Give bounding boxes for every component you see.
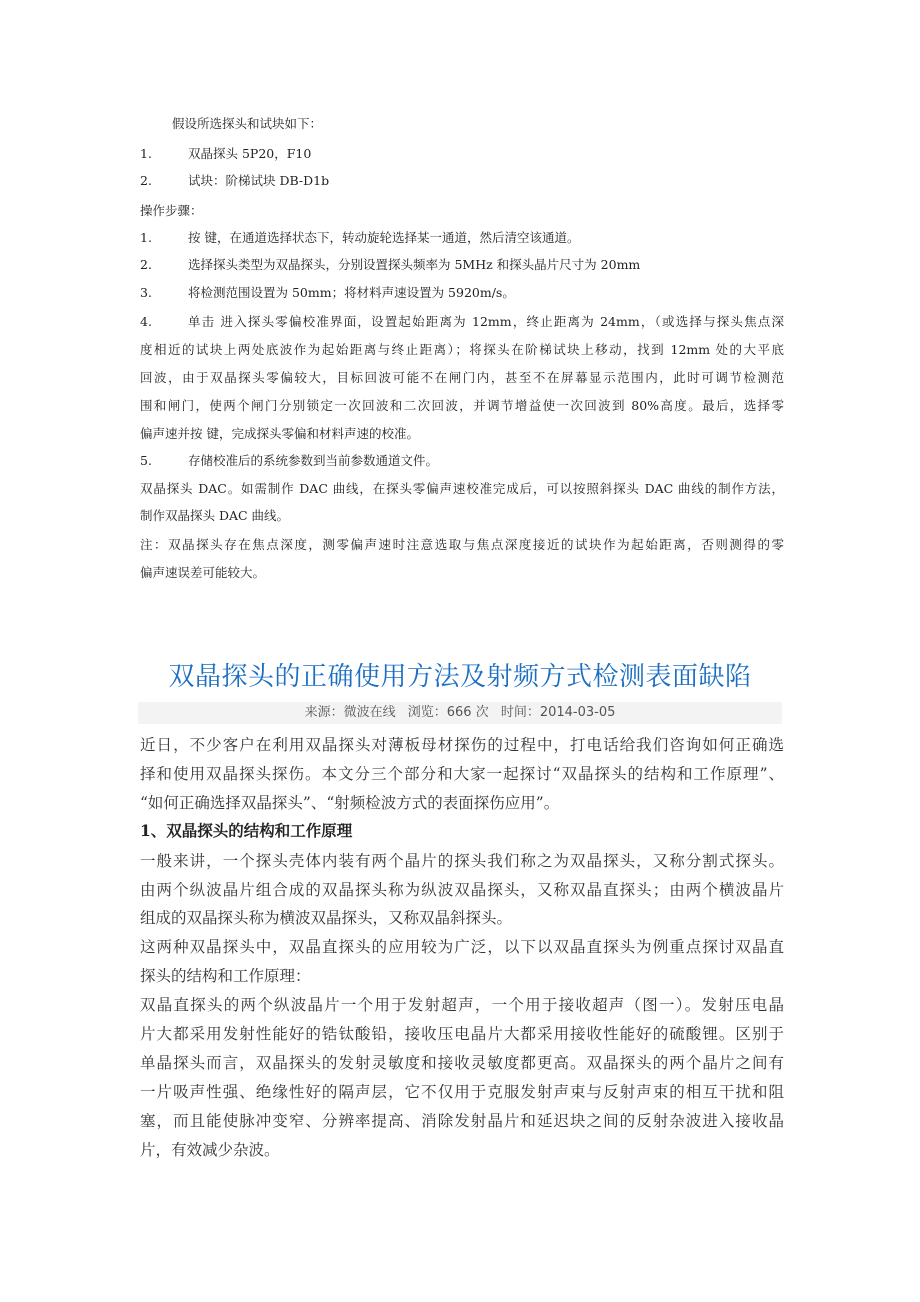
paragraph-line: 一般来讲，一个探头壳体内装有两个晶片的探头我们称之为双晶探头，又称分割式探头。 (140, 852, 784, 870)
meta-views: 浏览：666 次 (407, 705, 489, 720)
intro-text: 假设所选探头和试块如下： (172, 116, 323, 131)
section-heading: 1、双晶探头的结构和工作原理 (140, 821, 353, 840)
note-text: 偏声速误差可能较大。 (140, 565, 266, 580)
step-text: 度相近的试块上两处底波作为起始距离与终止距离）；将探头在阶梯试块上移动，找到 12mm 处的大平底 (140, 342, 784, 357)
step-text: 单击 进入探头零偏校准界面，设置起始距离为 12mm，终止距离为 24mm，（或选择与探头焦点深 (188, 314, 784, 329)
article-meta (138, 702, 782, 724)
step-text: 存储校准后的系统参数到当前参数通道文件。 (188, 453, 439, 468)
paragraph-line: 单晶探头而言，双晶探头的发射灵敏度和接收灵敏度都更高。双晶探头的两个晶片之间有 (140, 1054, 784, 1072)
step-text: 将检测范围设置为 50mm；将材料声速设置为 5920m/s。 (188, 285, 515, 300)
list-item-number: 2. (140, 173, 152, 188)
paragraph-line: 由两个纵波晶片组合成的双晶探头称为纵波双晶探头，又称双晶直探头；由两个横波晶片 (140, 881, 784, 899)
step-number: 4. (140, 314, 152, 329)
step-number: 1. (140, 230, 152, 245)
paragraph-line: 这两种双晶探头中，双晶直探头的应用较为广泛，以下以双晶直探头为例重点探讨双晶直 (140, 938, 784, 956)
step-text: 围和闸门，使两个闸门分别锁定一次回波和二次回波，并调节增益使一次回波到 80%高度。最后，选择零 (140, 398, 784, 413)
step-number: 5. (140, 453, 152, 468)
paragraph-line: 双晶直探头的两个纵波晶片一个用于发射超声，一个用于接收超声（图一）。发射压电晶 (140, 996, 784, 1014)
step-text: 选择探头类型为双晶探头，分别设置探头频率为 5MHz 和探头晶片尺寸为 20mm (188, 257, 641, 272)
list-item-number: 1. (140, 146, 152, 161)
paragraph-line: 组成的双晶探头称为横波双晶探头，又称双晶斜探头。 (140, 909, 513, 927)
paragraph-line: 探头的结构和工作原理： (140, 967, 311, 985)
step-number: 3. (140, 285, 152, 300)
step-text: 回波，由于双晶探头零偏较大，目标回波可能不在闸门内，甚至不在屏幕显示范围内，此时可调节检测范 (140, 370, 784, 385)
paragraph-line: 片大都采用发射性能好的锆钛酸铅，接收压电晶片大都采用接收性能好的硫酸锂。区别于 (140, 1025, 784, 1043)
step-text: 按 键，在通道选择状态下，转动旋轮选择某一通道，然后清空该通道。 (188, 230, 580, 245)
paragraph-line: 片，有效减少杂波。 (140, 1141, 280, 1159)
intro-paragraph-line: 择和使用双晶探头探伤。本文分三个部分和大家一起探讨“双晶探头的结构和工作原理”、 (140, 765, 784, 783)
dac-text: 双晶探头 DAC。如需制作 DAC 曲线，在探头零偏声速校准完成后，可以按照斜探头 DAC 曲线的制作方法， (140, 481, 784, 496)
paragraph-line: 塞，而且能使脉冲变窄、分辨率提高、消除发射晶片和延迟块之间的反射杂波进入接收晶 (140, 1112, 784, 1130)
step-text: 偏声速并按 键，完成探头零偏和材料声速的校准。 (140, 426, 419, 441)
meta-source: 来源：微波在线 (304, 705, 396, 720)
intro-paragraph-line: 近日，不少客户在利用双晶探头对薄板母材探伤的过程中，打电话给我们咨询如何正确选 (140, 736, 784, 754)
intro-paragraph-line: “如何正确选择双晶探头”、“射频检波方式的表面探伤应用”。 (140, 794, 560, 812)
meta-time: 时间：2014-03-05 (500, 705, 616, 720)
paragraph-line: 一片吸声性强、绝缘性好的隔声层，它不仅用于克服发射声束与反射声束的相互干扰和阻 (140, 1083, 784, 1101)
list-item: 双晶探头 5P20，F10 (188, 146, 312, 161)
article-title: 双晶探头的正确使用方法及射频方式检测表面缺陷 (168, 662, 752, 692)
note-text: 注：双晶探头存在焦点深度，测零偏声速时注意选取与焦点深度接近的试块作为起始距离，否则测得的零 (140, 537, 784, 552)
step-number: 2. (140, 257, 152, 272)
dac-text: 制作双晶探头 DAC 曲线。 (140, 508, 290, 523)
list-item: 试块：阶梯试块 DB-D1b (188, 173, 330, 188)
steps-heading: 操作步骤： (140, 203, 203, 218)
